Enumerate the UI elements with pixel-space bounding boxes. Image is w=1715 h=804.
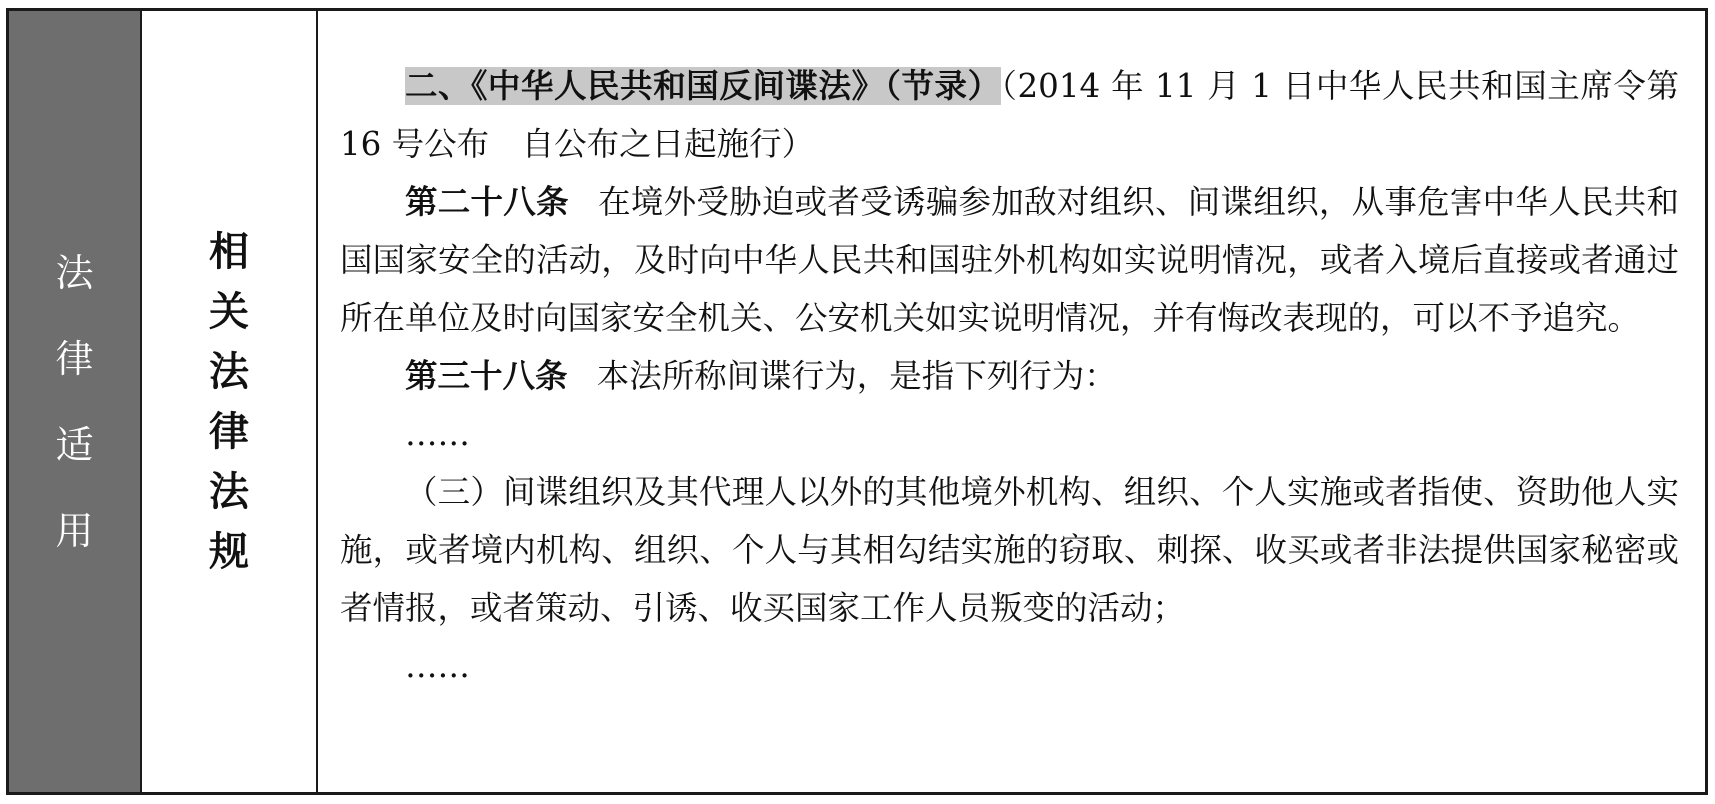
article-label: 第二十八条 bbox=[405, 183, 569, 221]
law-heading bbox=[340, 57, 1679, 173]
item-3: （三）间谍组织及其代理人以外的其他境外机构、组织、个人实施或者指使、资助他人实施，或者境内机构、组织、个人与其相勾结实施的窃取、刺探、收买或者非法提供国家秘密或者情报，或者策动、引诱、收买国家工作人员叛变的活动； bbox=[340, 473, 1679, 627]
article-text: 本法所称间谍行为，是指下列行为： bbox=[596, 357, 1117, 395]
subsection-label-column bbox=[142, 11, 318, 792]
subsection-char: 法 bbox=[209, 348, 249, 395]
law-source: （2014 年 11 月 1 日中华人民共和国主席令第 16 号公布 自公布之日起施行） bbox=[340, 67, 1679, 163]
subsection-char: 律 bbox=[209, 408, 249, 455]
section-label-column bbox=[9, 11, 142, 792]
law-table bbox=[6, 8, 1708, 795]
article-label: 第三十八条 bbox=[405, 357, 568, 395]
article-text: 在境外受胁迫或者受诱骗参加敌对组织、间谍组织，从事危害中华人民共和国国家安全的活动，及时向中华人民共和国驻外机构如实说明情况，或者入境后直接或者通过所在单位及时向国家安全机关、公安机关如实说明情况，并有悔改表现的，可以不予追究。 bbox=[340, 183, 1679, 337]
article-28 bbox=[340, 173, 1679, 347]
section-char: 律 bbox=[55, 336, 94, 381]
ellipsis: …… bbox=[405, 647, 470, 685]
law-content bbox=[318, 11, 1705, 792]
ellipsis: …… bbox=[405, 415, 470, 453]
subsection-char: 法 bbox=[209, 468, 249, 515]
law-title: 二、《中华人民共和国反间谍法》（节录） bbox=[405, 67, 1001, 105]
section-char: 法 bbox=[55, 250, 94, 295]
subsection-char: 关 bbox=[209, 288, 249, 335]
section-char: 适 bbox=[55, 422, 94, 467]
article-38 bbox=[340, 347, 1679, 405]
section-char: 用 bbox=[55, 508, 94, 553]
subsection-char: 规 bbox=[209, 528, 249, 575]
subsection-char: 相 bbox=[209, 228, 249, 275]
